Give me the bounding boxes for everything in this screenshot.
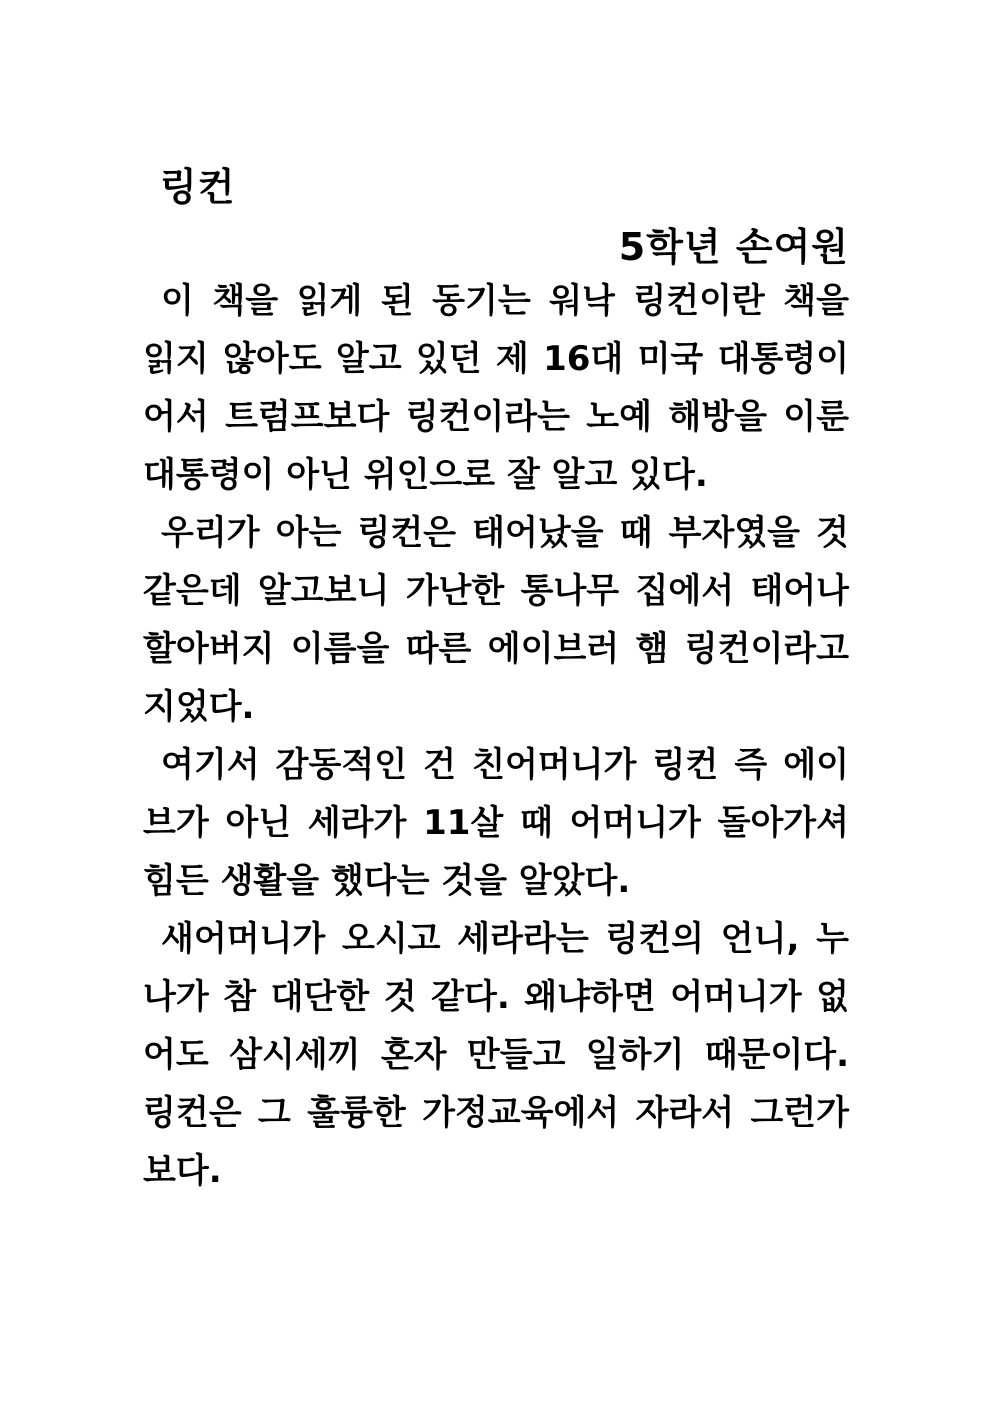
text-line: 새어머니가 오시고 세라라는 링컨의 언니, 누 bbox=[161, 919, 849, 959]
text-line: 같은데 알고보니 가난한 통나무 집에서 태어나 bbox=[143, 571, 849, 611]
text-line: 나가 참 대단한 것 같다. 왜냐하면 어머니가 없 bbox=[143, 977, 849, 1017]
essay-body bbox=[143, 272, 849, 1200]
text-line: 링컨은 그 훌륭한 가정교육에서 자라서 그런가 bbox=[143, 1093, 849, 1133]
text-line: 지었다. bbox=[143, 687, 255, 727]
text-line: 우리가 아는 링컨은 태어났을 때 부자였을 것 bbox=[161, 513, 849, 553]
author-line: 5학년 손여원 bbox=[618, 225, 849, 269]
text-line: 브가 아닌 세라가 11살 때 어머니가 돌아가셔 bbox=[143, 803, 849, 843]
text-line: 보다. bbox=[143, 1151, 222, 1191]
document-title: 링컨 bbox=[160, 165, 236, 209]
text-line: 여기서 감동적인 건 친어머니가 링컨 즉 에이 bbox=[161, 745, 849, 785]
text-line: 대통령이 아닌 위인으로 잘 알고 있다. bbox=[143, 455, 708, 495]
text-line: 읽지 않아도 알고 있던 제 16대 미국 대통령이 bbox=[143, 339, 849, 379]
text-line: 어서 트럼프보다 링컨이라는 노예 해방을 이룬 bbox=[143, 397, 849, 437]
text-line: 이 책을 읽게 된 동기는 워낙 링컨이란 책을 bbox=[161, 281, 849, 321]
text-line: 어도 삼시세끼 혼자 만들고 일하기 때문이다. bbox=[143, 1035, 849, 1075]
text-line: 힘든 생활을 했다는 것을 알았다. bbox=[143, 861, 631, 901]
text-line: 할아버지 이름을 따른 에이브러 햄 링컨이라고 bbox=[143, 629, 849, 669]
